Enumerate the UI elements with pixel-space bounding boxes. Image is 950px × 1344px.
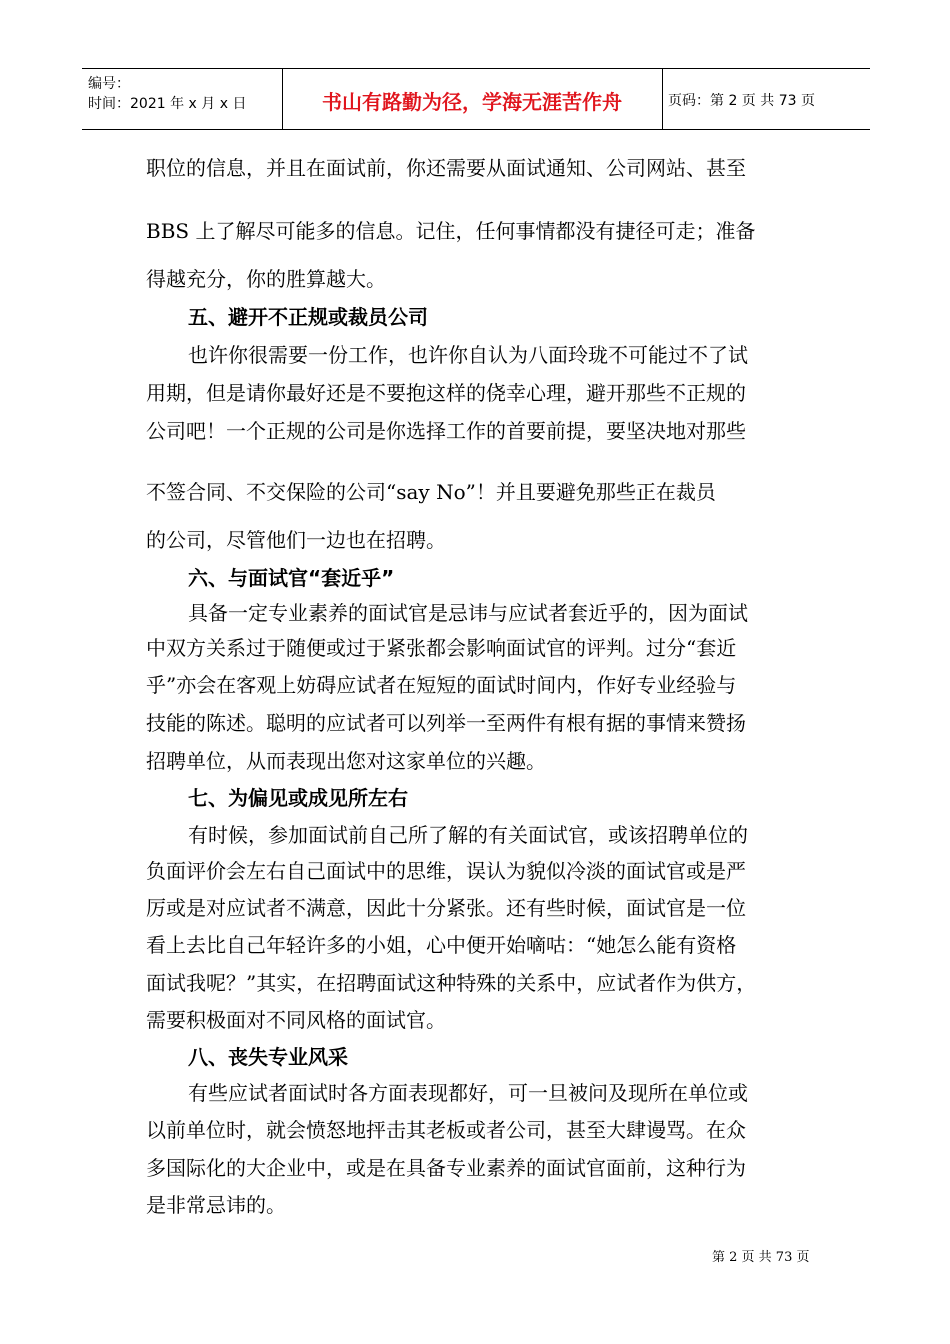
body-line: 技能的陈述。聪明的应试者可以列举一至两件有根有据的事情来赞扬 [146, 711, 746, 735]
body-line: 具备一定专业素养的面试官是忌讳与应试者套近乎的，因为面试 [188, 601, 748, 625]
header-motto: 书山有路勤为径，学海无涯苦作舟 [322, 90, 622, 114]
body-line: 负面评价会左右自己面试中的思维，误认为貌似冷淡的面试官或是严 [146, 859, 746, 883]
body-line: BBS 上了解尽可能多的信息。记住，任何事情都没有捷径可走；准备 [146, 219, 756, 243]
body-line: 中双方关系过于随便或过于紧张都会影响面试官的评判。过分“套近 [146, 636, 737, 660]
body-line: 用期，但是请你最好还是不要抱这样的侥幸心理，避开那些不正规的 [146, 381, 746, 405]
body-line: 也许你很需要一份工作，也许你自认为八面玲珑不可能过不了试 [188, 343, 748, 367]
section-heading: 七、为偏见或成见所左右 [188, 786, 408, 810]
body-line: 职位的信息，并且在面试前，你还需要从面试通知、公司网站、甚至 [146, 156, 746, 180]
body-line: 有时候，参加面试前自己所了解的有关面试官，或该招聘单位的 [188, 823, 748, 847]
section-heading: 六、与面试官“套近乎” [188, 566, 395, 590]
body-line: 需要积极面对不同风格的面试官。 [146, 1008, 446, 1032]
header-page-code: 页码：第 2 页 共 73 页 [668, 93, 815, 109]
body-line: 公司吧！一个正规的公司是你选择工作的首要前提，要坚决地对那些 [146, 419, 746, 443]
body-line: 招聘单位，从而表现出您对这家单位的兴趣。 [146, 749, 546, 773]
body-line: 是非常忌讳的。 [146, 1193, 286, 1217]
body-line: 厉或是对应试者不满意，因此十分紧张。还有些时候，面试官是一位 [146, 896, 746, 920]
body-line: 以前单位时，就会愤怒地抨击其老板或者公司，甚至大肆谩骂。在众 [146, 1118, 746, 1142]
body-line: 得越充分，你的胜算越大。 [146, 267, 386, 291]
body-line: 多国际化的大企业中，或是在具备专业素养的面试官面前，这种行为 [146, 1156, 746, 1180]
document-number-label: 编号： [88, 76, 130, 92]
body-line: 看上去比自己年轻许多的小姐，心中便开始嘀咕：“她怎么能有资格 [146, 933, 737, 957]
document-date-label: 时间：2021 年 x 月 x 日 [88, 96, 247, 112]
body-line: 的公司，尽管他们一边也在招聘。 [146, 528, 446, 552]
section-heading: 八、丧失专业风采 [188, 1045, 348, 1069]
body-line: 不签合同、不交保险的公司“say No”！并且要避免那些正在裁员 [146, 480, 716, 504]
body-line: 有些应试者面试时各方面表现都好，可一旦被问及现所在单位或 [188, 1081, 748, 1105]
body-line: 乎”亦会在客观上妨碍应试者在短短的面试时间内，作好专业经验与 [146, 673, 737, 697]
page-footer: 第 2 页 共 73 页 [712, 1250, 810, 1265]
header-page-cell [662, 69, 870, 129]
body-line: 面试我呢？”其实，在招聘面试这种特殊的关系中，应试者作为供方， [146, 971, 757, 995]
header-motto-cell [282, 69, 663, 129]
section-heading: 五、避开不正规或裁员公司 [188, 305, 428, 329]
document-header [82, 68, 870, 130]
header-meta-cell [82, 69, 283, 129]
